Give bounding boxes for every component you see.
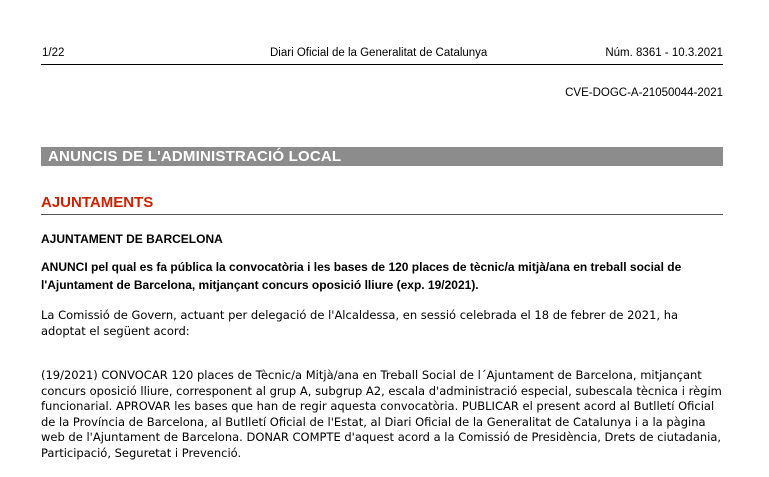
issue-number: Núm. 8361 - 10.3.2021 xyxy=(605,47,723,59)
announcement-title: ANUNCI pel qual es fa pública la convocatòria i les bases de 120 places de tècnic/a mitjà/ana en treball social de l'Ajuntament de Barcelona, mitjançant concurs oposició lliure (exp. 19/2021). xyxy=(41,260,682,292)
header-rule xyxy=(41,64,723,65)
cve-code: CVE-DOGC-A-21050044-2021 xyxy=(565,87,723,99)
section-bar: ANUNCIS DE L'ADMINISTRACIÓ LOCAL xyxy=(41,147,723,166)
subsection-rule xyxy=(41,214,723,215)
journal-title: Diari Oficial de la Generalitat de Catalunya xyxy=(270,47,488,59)
subsection-title: AJUNTAMENTS xyxy=(41,194,154,211)
page-number: 1/22 xyxy=(42,47,65,59)
intro-paragraph: La Comissió de Govern, actuant per delegació de l'Alcaldessa, en sessió celebrada el 18 de febrer de 2021, ha adoptat el següent acord: xyxy=(41,308,679,338)
agreement-paragraph: (19/2021) CONVOCAR 120 places de Tècnic/a Mitjà/ana en Treball Social de l´Ajuntament de Barcelona, mitjançant concurs oposició lliure, corresponent al grup A, subgrup A2, escala d'administració especial, subescala tècnica i règim funcionarial. APROVAR les bases que han de regir aquesta convocatòria. PUBLICAR el present acord al Butlletí Oficial de la Província de Barcelona, al Butlletí Oficial de l'Estat, al Diari Oficial de la Generalitat de Catalunya i a la pàgina web de l'Ajuntament de Barcelona. DONAR COMPTE d'aquest acord a la Comissió de Presidència, Drets de ciutadania, Participació, Seguretat i Prevenció. xyxy=(41,368,722,460)
entity-name: AJUNTAMENT DE BARCELONA xyxy=(41,232,223,246)
